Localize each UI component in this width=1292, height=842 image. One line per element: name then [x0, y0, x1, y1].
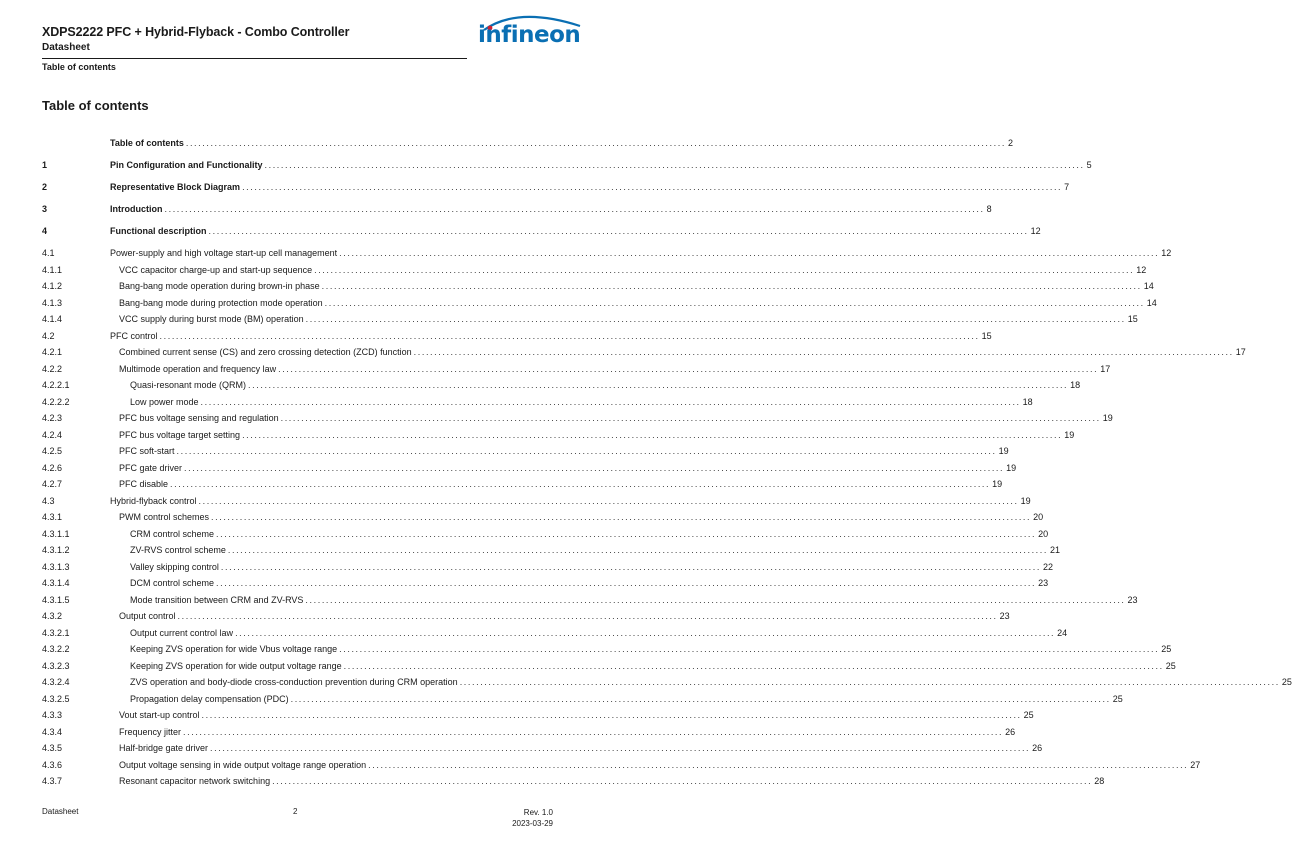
toc-entry-page[interactable]: 18	[1070, 380, 1081, 390]
toc-dot-leader: ........................................................................................................................................................................................................	[176, 446, 997, 456]
toc-entry-title[interactable]: Combined current sense (CS) and zero crossing detection (ZCD) function	[119, 347, 412, 357]
toc-entry[interactable]	[42, 329, 992, 343]
toc-entry-title[interactable]: VCC supply during burst mode (BM) operation	[119, 314, 304, 324]
toc-entry-page[interactable]: 12	[1030, 226, 1041, 236]
toc-entry-line	[119, 758, 1201, 772]
toc-entry-page[interactable]: 25	[1161, 644, 1172, 654]
toc-entry-title[interactable]: Mode transition between CRM and ZV-RVS	[130, 594, 304, 605]
toc-entry[interactable]	[42, 741, 1043, 755]
toc-entry[interactable]	[42, 158, 1092, 172]
toc-dot-leader: ........................................................................................................................................................................................................	[170, 479, 991, 489]
toc-entry-title[interactable]: Representative Block Diagram	[110, 182, 241, 192]
toc-entry[interactable]	[42, 362, 1111, 376]
toc-entry-title[interactable]: Keeping ZVS operation for wide output voltage range	[130, 660, 342, 671]
toc-entry-title[interactable]: PFC soft-start	[119, 446, 175, 456]
toc-entry-number: 4.3.2.4	[42, 677, 70, 687]
toc-entry-line	[110, 202, 992, 216]
toc-entry-title[interactable]: Valley skipping control	[130, 561, 219, 572]
toc-entry-number: 4.3.1.5	[42, 594, 70, 605]
toc-entry-title[interactable]: Pin Configuration and Functionality	[110, 160, 263, 170]
toc-entry-line	[130, 527, 1049, 541]
toc-entry-line	[119, 725, 1016, 739]
toc-entry-number: 4.3.1.2	[42, 545, 70, 555]
document-type: Datasheet	[42, 42, 90, 53]
toc-entry-title[interactable]: Functional description	[110, 226, 207, 236]
toc-dot-leader: ........................................................................................................................................................................................................	[339, 248, 1160, 258]
toc-entry-number: 1	[42, 160, 48, 170]
toc-entry-line	[119, 345, 1246, 359]
toc-entry[interactable]	[42, 461, 1017, 475]
toc-entry-title[interactable]: Output control	[119, 611, 176, 621]
toc-entry[interactable]	[42, 758, 1201, 772]
toc-entry-title[interactable]: Multimode operation and frequency law	[119, 363, 277, 374]
toc-dot-leader: ........................................................................................................................................................................................................	[216, 578, 1037, 588]
toc-entry[interactable]	[42, 708, 1034, 722]
toc-entry[interactable]	[42, 224, 1041, 238]
toc-entry-page[interactable]: 25	[1023, 710, 1034, 720]
toc-entry-line	[130, 659, 1176, 673]
toc-entry-line	[119, 263, 1147, 277]
toc-dot-leader: ........................................................................................................................................................................................................	[200, 396, 1021, 407]
toc-entry[interactable]	[42, 725, 1016, 739]
toc-entry-line	[119, 774, 1105, 788]
toc-entry-page[interactable]: 25	[1165, 660, 1176, 671]
toc-entry-number: 4.2.3	[42, 413, 63, 423]
toc-entry-line	[119, 428, 1075, 442]
toc-entry-title[interactable]: Propagation delay compensation (PDC)	[130, 693, 289, 704]
toc-dot-leader: ........................................................................................................................................................................................................	[184, 462, 1005, 473]
toc-entry-title[interactable]: ZVS operation and body-diode cross-conduction prevention during CRM operation	[130, 677, 458, 687]
toc-entry-number: 4.3.2.1	[42, 627, 70, 638]
toc-entry[interactable]	[42, 180, 1070, 194]
toc-entry-page[interactable]: 27	[1190, 759, 1201, 770]
toc-entry-line	[119, 362, 1111, 376]
toc-entry-title[interactable]: Bang-bang mode during protection mode operation	[119, 297, 323, 308]
footer-date: 2023-03-29	[512, 819, 553, 828]
toc-entry-line	[130, 692, 1123, 706]
toc-entry-line	[110, 224, 1041, 238]
toc-entry[interactable]	[42, 609, 1010, 623]
toc-entry-number: 4.3	[42, 495, 55, 506]
toc-entry-line	[130, 593, 1138, 607]
running-section-title: Table of contents	[42, 62, 116, 72]
toc-entry-number: 4.2.2	[42, 363, 63, 374]
toc-entry[interactable]	[42, 527, 1049, 541]
toc-entry-number: 4.3.1.4	[42, 578, 70, 588]
header-rule	[42, 58, 467, 59]
toc-entry-line	[119, 477, 1003, 491]
toc-entry[interactable]	[42, 560, 1054, 574]
toc-dot-leader: ........................................................................................................................................................................................................	[185, 138, 1006, 148]
toc-entry-page[interactable]: 20	[1038, 528, 1049, 539]
logo-wordmark: infineon	[478, 22, 581, 48]
toc-entry[interactable]	[42, 263, 1147, 277]
toc-entry[interactable]	[42, 246, 1172, 260]
toc-entry-number: 4.3.1.1	[42, 528, 70, 539]
toc-entry-title[interactable]: Half-bridge gate driver	[119, 743, 209, 753]
toc-entry-page[interactable]: 20	[1033, 512, 1044, 522]
toc-entry-number: 4.1.4	[42, 314, 63, 324]
toc-entry-number: 4.3.2.2	[42, 644, 70, 654]
toc-entry[interactable]	[42, 136, 1013, 150]
toc-entry-page[interactable]: 23	[1038, 578, 1049, 588]
toc-dot-leader: ........................................................................................................................................................................................................	[211, 512, 1032, 522]
toc-entry-page[interactable]: 15	[1127, 314, 1138, 324]
toc-entry-page[interactable]: 12	[1161, 248, 1172, 258]
toc-entry[interactable]	[42, 626, 1068, 640]
toc-entry-title[interactable]: Low power mode	[130, 396, 199, 407]
toc-entry-number: 4.3.6	[42, 759, 63, 770]
toc-dot-leader: ........................................................................................................................................................................................................	[290, 693, 1111, 704]
toc-dot-leader: ........................................................................................................................................................................................................	[339, 644, 1160, 654]
toc-dot-leader: ........................................................................................................................................................................................................	[305, 314, 1126, 324]
toc-dot-leader: ........................................................................................................................................................................................................	[210, 743, 1031, 753]
toc-entry-page[interactable]: 7	[1064, 182, 1070, 192]
footer-document-type: Datasheet	[42, 807, 79, 816]
toc-dot-leader: ........................................................................................................................................................................................................	[183, 726, 1004, 737]
toc-entry-page[interactable]: 5	[1086, 160, 1092, 170]
toc-entry-title[interactable]: Output current control law	[130, 627, 234, 638]
toc-entry-line	[110, 180, 1070, 194]
toc-entry-title[interactable]: Keeping ZVS operation for wide Vbus voltage range	[130, 644, 338, 654]
toc-entry-number: 4.2.2.2	[42, 396, 70, 407]
toc-entry-page[interactable]: 15	[981, 330, 992, 341]
toc-dot-leader: ........................................................................................................................................................................................................	[177, 611, 998, 621]
toc-dot-leader: ........................................................................................................................................................................................................	[278, 363, 1099, 374]
toc-entry-title[interactable]: PFC control	[110, 330, 158, 341]
toc-entry-title[interactable]: DCM control scheme	[130, 578, 215, 588]
toc-entry[interactable]	[42, 576, 1049, 590]
toc-entry[interactable]	[42, 411, 1113, 425]
toc-entry[interactable]	[42, 675, 1292, 689]
toc-entry-number: 4.3.1	[42, 512, 63, 522]
toc-dot-leader: ........................................................................................................................................................................................................	[280, 413, 1101, 423]
toc-entry-line	[130, 576, 1049, 590]
toc-dot-leader: ........................................................................................................................................................................................................	[208, 226, 1029, 236]
toc-dot-leader: ........................................................................................................................................................................................................	[324, 297, 1145, 308]
toc-entry[interactable]	[42, 345, 1246, 359]
toc-entry-title[interactable]: PFC bus voltage sensing and regulation	[119, 413, 279, 423]
toc-dot-leader: ........................................................................................................................................................................................................	[235, 627, 1056, 638]
toc-entry-number: 4.2.2.1	[42, 380, 70, 390]
toc-entry-number: 4.2.1	[42, 347, 63, 357]
toc-entry-line	[110, 329, 992, 343]
toc-entry-line	[130, 626, 1068, 640]
toc-entry-page[interactable]: 23	[999, 611, 1010, 621]
toc-entry-line	[110, 494, 1031, 508]
toc-entry-number: 4.3.1.3	[42, 561, 70, 572]
toc-entry-line	[130, 560, 1054, 574]
toc-entry[interactable]	[42, 593, 1138, 607]
page-heading: Table of contents	[42, 98, 149, 113]
toc-entry-title[interactable]: Hybrid-flyback control	[110, 495, 197, 506]
toc-entry-number: 4	[42, 226, 48, 236]
toc-entry-number: 4.1	[42, 248, 55, 258]
toc-dot-leader: ........................................................................................................................................................................................................	[459, 677, 1280, 687]
toc-entry[interactable]	[42, 444, 1009, 458]
toc-entry-line	[119, 741, 1043, 755]
toc-entry-page[interactable]: 14	[1146, 297, 1157, 308]
footer-page-number: 2	[293, 807, 298, 816]
toc-entry-title[interactable]: Bang-bang mode operation during brown-in phase	[119, 281, 320, 291]
toc-entry-line	[119, 312, 1138, 326]
toc-entry-line	[119, 708, 1034, 722]
toc-entry-title[interactable]: Resonant capacitor network switching	[119, 776, 271, 786]
toc-entry-title[interactable]: PWM control schemes	[119, 512, 210, 522]
toc-dot-leader: ........................................................................................................................................................................................................	[164, 204, 985, 214]
toc-entry-number: 3	[42, 204, 48, 214]
toc-entry-number: 4.3.2.5	[42, 693, 70, 704]
footer-rev: Rev. 1.0	[523, 808, 553, 817]
toc-entry[interactable]	[42, 659, 1176, 673]
toc-entry[interactable]	[42, 395, 1033, 409]
toc-entry-line	[119, 461, 1017, 475]
toc-entry-line	[119, 609, 1010, 623]
toc-entry-page[interactable]: 26	[1005, 726, 1016, 737]
toc-dot-leader: ........................................................................................................................................................................................................	[264, 160, 1085, 170]
toc-entry-number: 4.3.2	[42, 611, 63, 621]
toc-entry-number: 4.2.5	[42, 446, 63, 456]
toc-entry-number: 4.2.4	[42, 429, 63, 440]
toc-dot-leader: ........................................................................................................................................................................................................	[198, 495, 1019, 506]
toc-dot-leader: ........................................................................................................................................................................................................	[314, 264, 1135, 275]
toc-entry-title[interactable]: Output voltage sensing in wide output voltage range operation	[119, 759, 367, 770]
toc-entry-page[interactable]: 19	[1064, 429, 1075, 440]
toc-entry-line	[130, 675, 1292, 689]
toc-entry-line	[130, 395, 1033, 409]
toc-dot-leader: ........................................................................................................................................................................................................	[413, 347, 1234, 357]
toc-entry[interactable]	[42, 774, 1105, 788]
toc-entry-page[interactable]: 19	[1006, 462, 1017, 473]
toc-entry-number: 4.2.6	[42, 462, 63, 473]
toc-entry-line	[110, 246, 1172, 260]
toc-entry-page[interactable]: 22	[1043, 561, 1054, 572]
toc-entry-page[interactable]: 2	[1007, 138, 1013, 148]
toc-entry-line	[110, 158, 1092, 172]
toc-entry-number: 4.3.5	[42, 743, 63, 753]
toc-entry-page[interactable]: 19	[998, 446, 1009, 456]
toc-entry-title[interactable]: Introduction	[110, 204, 163, 214]
toc-entry[interactable]	[42, 428, 1075, 442]
toc-entry-page[interactable]: 19	[992, 479, 1003, 489]
toc-dot-leader: ........................................................................................................................................................................................................	[216, 528, 1037, 539]
toc-entry-number: 4.3.4	[42, 726, 63, 737]
toc-entry-page[interactable]: 19	[1102, 413, 1113, 423]
toc-entry-number: 2	[42, 182, 48, 192]
toc-entry-title[interactable]: Power-supply and high voltage start-up cell management	[110, 248, 338, 258]
toc-entry-page[interactable]: 21	[1049, 545, 1060, 555]
toc-entry-line	[130, 642, 1172, 656]
toc-entry[interactable]	[42, 312, 1138, 326]
toc-entry-line	[119, 296, 1157, 310]
toc-entry[interactable]	[42, 477, 1003, 491]
toc-entry-page[interactable]: 17	[1235, 347, 1246, 357]
toc-entry-number: 4.3.2.3	[42, 660, 70, 671]
document-title: XDPS2222 PFC + Hybrid-Flyback - Combo Controller	[42, 25, 350, 39]
toc-entry-page[interactable]: 8	[986, 204, 992, 214]
toc-entry-page[interactable]: 24	[1057, 627, 1068, 638]
toc-entry-line	[130, 378, 1081, 392]
toc-entry-page[interactable]: 18	[1022, 396, 1033, 407]
toc-entry-page[interactable]: 25	[1112, 693, 1123, 704]
toc-dot-leader: ........................................................................................................................................................................................................	[272, 776, 1093, 786]
toc-dot-leader: ........................................................................................................................................................................................................	[159, 330, 980, 341]
toc-dot-leader: ........................................................................................................................................................................................................	[242, 182, 1063, 192]
toc-dot-leader: ........................................................................................................................................................................................................	[220, 561, 1041, 572]
toc-dot-leader: ........................................................................................................................................................................................................	[343, 660, 1164, 671]
toc-entry[interactable]	[42, 378, 1081, 392]
toc-entry-title[interactable]: Frequency jitter	[119, 726, 182, 737]
toc-entry-page[interactable]: 28	[1094, 776, 1105, 786]
toc-entry-title[interactable]: ZV-RVS control scheme	[130, 545, 226, 555]
toc-entry-page[interactable]: 19	[1020, 495, 1031, 506]
toc-entry-line	[119, 444, 1009, 458]
toc-entry-number: 4.1.1	[42, 264, 63, 275]
toc-entry-title[interactable]: Vout start-up control	[119, 710, 200, 720]
toc-entry-line	[119, 279, 1154, 293]
toc-entry-title[interactable]: PFC gate driver	[119, 462, 183, 473]
toc-entry[interactable]	[42, 296, 1157, 310]
toc-entry[interactable]	[42, 494, 1031, 508]
toc-entry-title[interactable]: Quasi-resonant mode (QRM)	[130, 380, 247, 390]
toc-entry[interactable]	[42, 692, 1123, 706]
toc-entry-line	[119, 510, 1044, 524]
toc-entry[interactable]	[42, 510, 1044, 524]
toc-dot-leader: ........................................................................................................................................................................................................	[368, 759, 1189, 770]
toc-entry-title[interactable]: VCC capacitor charge-up and start-up sequence	[119, 264, 313, 275]
toc-dot-leader: ........................................................................................................................................................................................................	[248, 380, 1069, 390]
toc-entry-number: 4.2	[42, 330, 55, 341]
toc-entry-number: 4.3.7	[42, 776, 63, 786]
toc-dot-leader: ........................................................................................................................................................................................................	[321, 281, 1142, 291]
toc-entry-page[interactable]: 25	[1281, 677, 1292, 687]
toc-entry-number: 4.3.3	[42, 710, 63, 720]
toc-entry-page[interactable]: 17	[1100, 363, 1111, 374]
toc-entry[interactable]	[42, 642, 1172, 656]
toc-entry-page[interactable]: 14	[1143, 281, 1154, 291]
toc-entry[interactable]	[42, 543, 1060, 557]
toc-entry[interactable]	[42, 202, 992, 216]
toc-entry-line	[110, 136, 1013, 150]
toc-entry-page[interactable]: 12	[1136, 264, 1147, 275]
toc-entry-number: 4.1.2	[42, 281, 63, 291]
toc-entry-line	[130, 543, 1060, 557]
toc-entry-title[interactable]: PFC bus voltage target setting	[119, 429, 241, 440]
toc-entry-number: 4.1.3	[42, 297, 63, 308]
toc-entry-number: 4.2.7	[42, 479, 63, 489]
toc-entry-title[interactable]: PFC disable	[119, 479, 169, 489]
toc-entry-page[interactable]: 26	[1032, 743, 1043, 753]
toc-entry-page[interactable]: 23	[1127, 594, 1138, 605]
footer-revision	[512, 807, 553, 829]
toc-dot-leader: ........................................................................................................................................................................................................	[227, 545, 1048, 555]
toc-entry-title[interactable]: CRM control scheme	[130, 528, 215, 539]
toc-entry-line	[119, 411, 1113, 425]
toc-entry-title[interactable]: Table of contents	[110, 138, 184, 148]
infineon-logo	[478, 12, 588, 62]
toc-dot-leader: ........................................................................................................................................................................................................	[242, 429, 1063, 440]
toc-entry[interactable]	[42, 279, 1154, 293]
toc-dot-leader: ........................................................................................................................................................................................................	[305, 594, 1126, 605]
toc-dot-leader: ........................................................................................................................................................................................................	[201, 710, 1022, 720]
